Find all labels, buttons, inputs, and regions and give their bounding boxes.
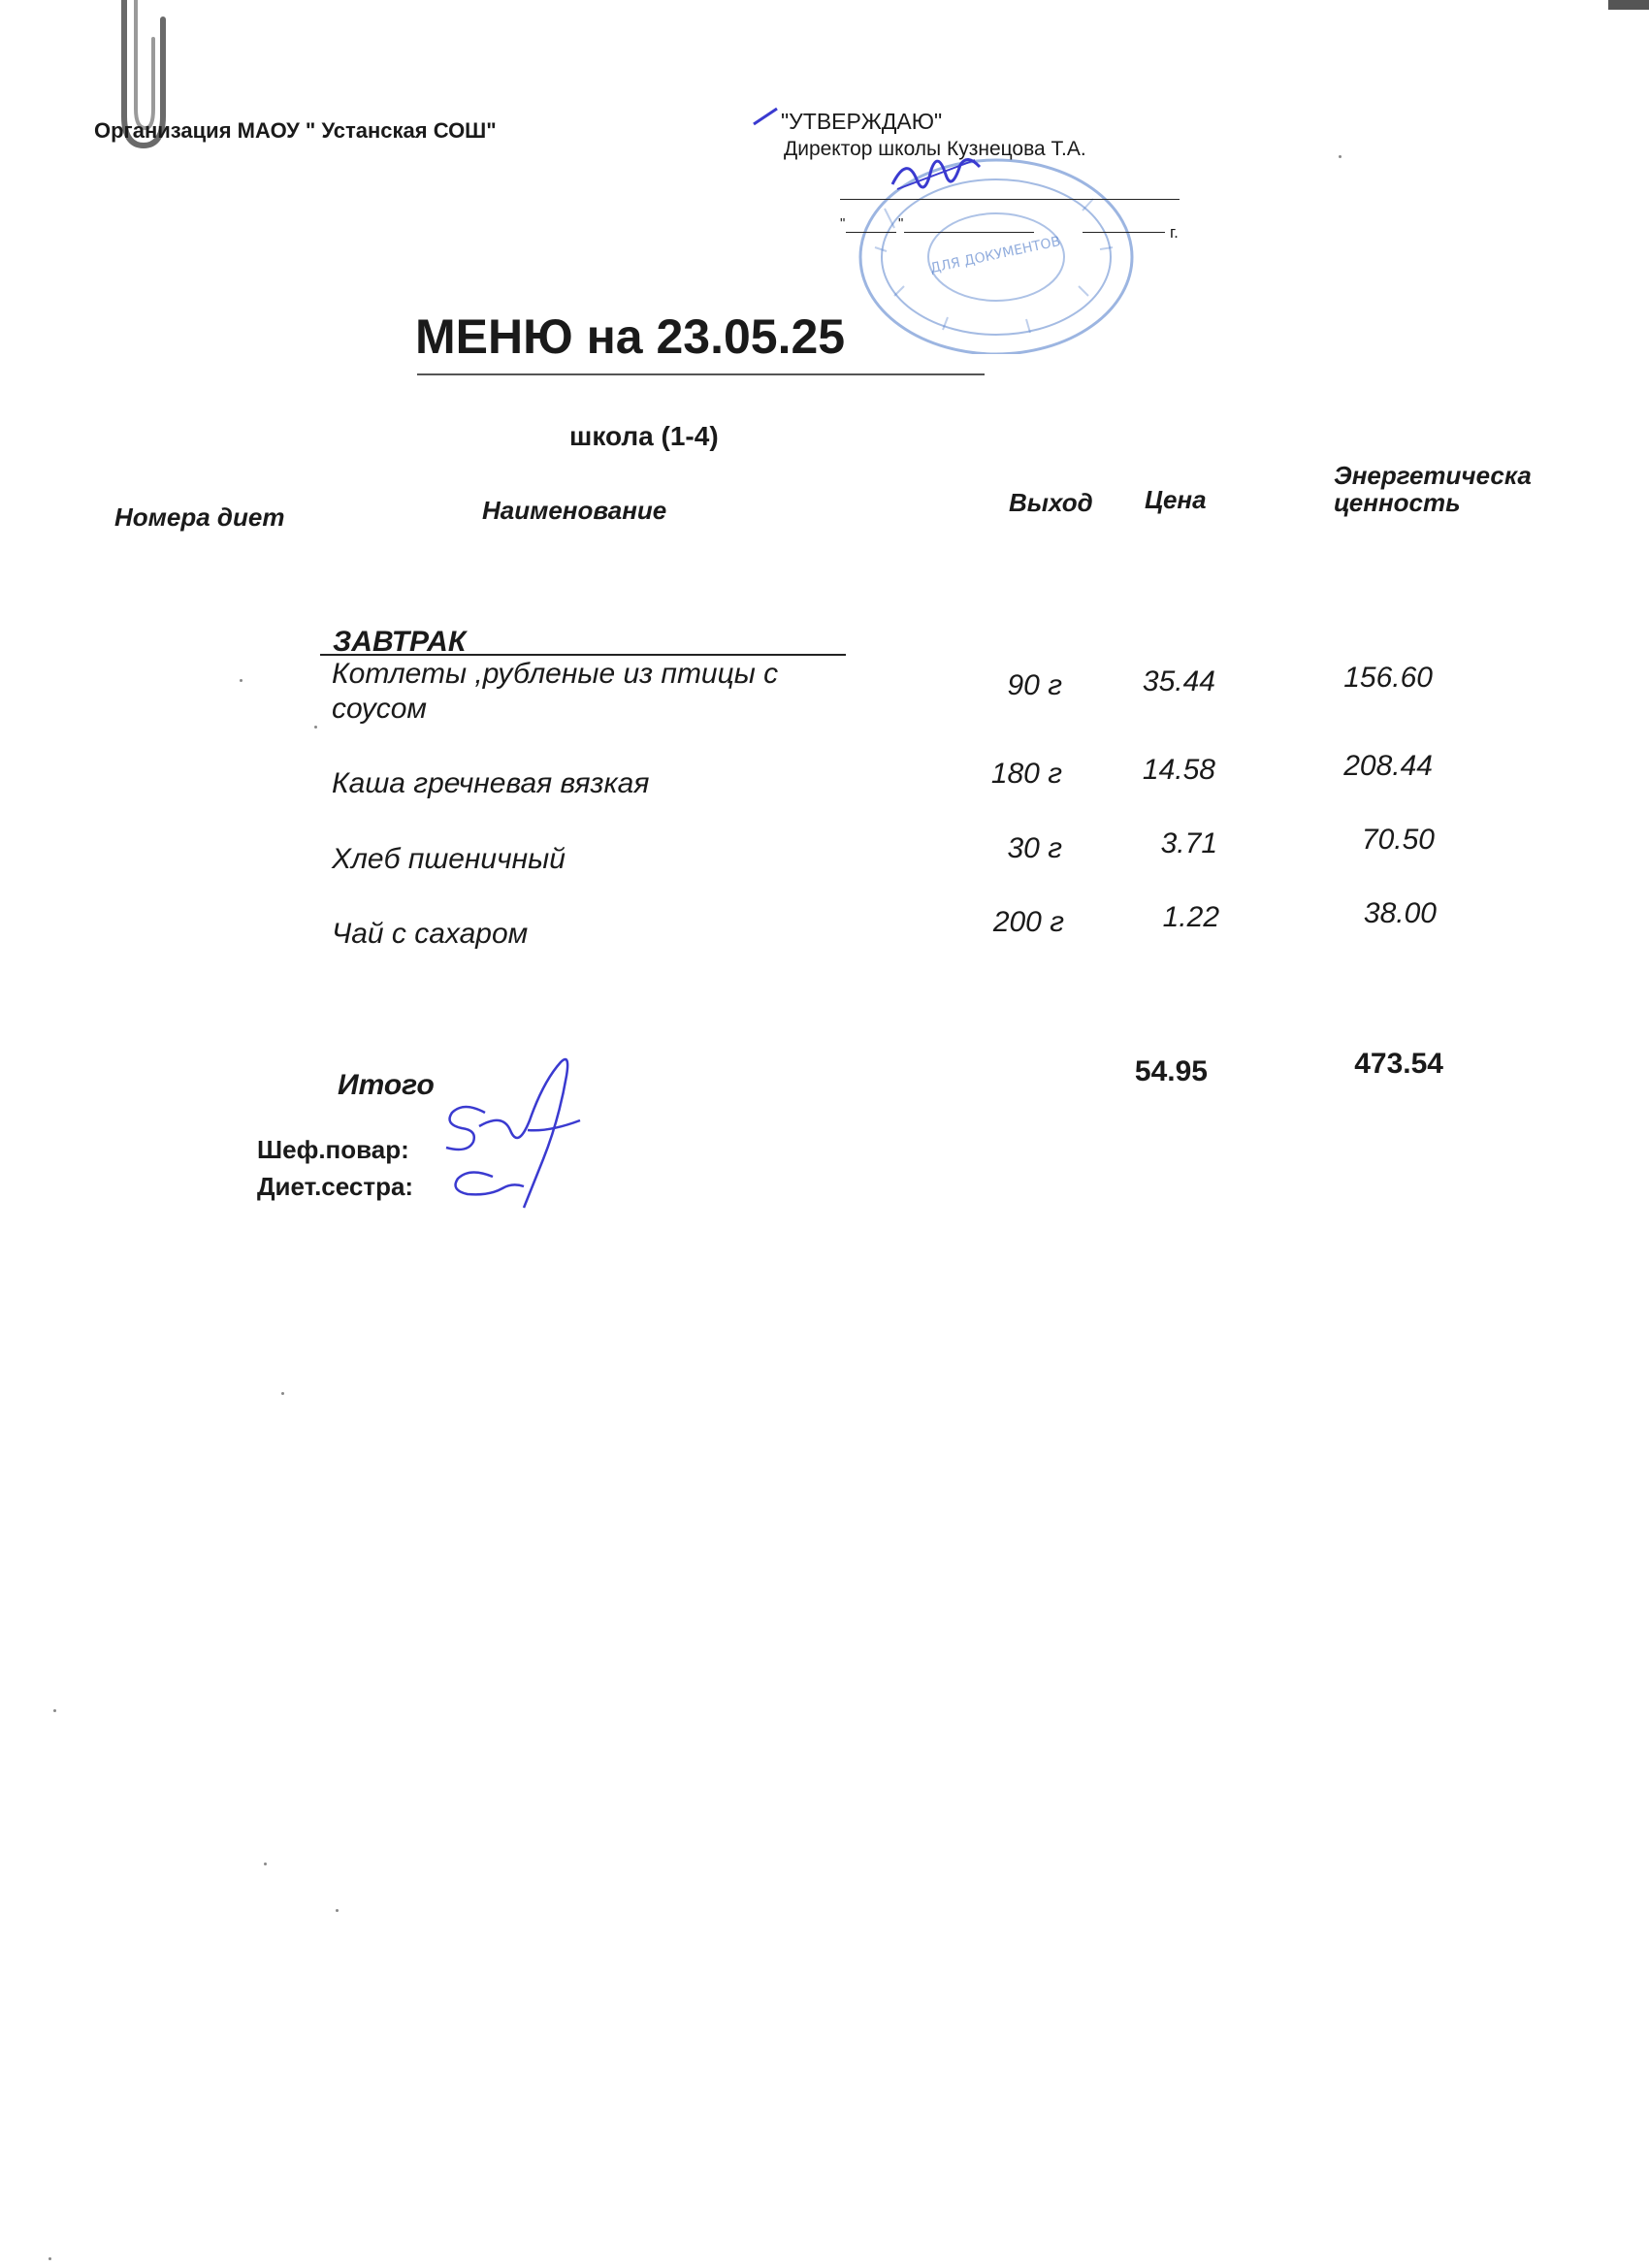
scan-speck [264, 1863, 267, 1865]
item-price-2: 14.58 [1142, 754, 1215, 786]
section-breakfast: ЗАВТРАК [333, 626, 467, 658]
director-line: Директор школы Кузнецова Т.А. [784, 138, 1086, 160]
stamp-center-text: ДЛЯ ДОКУМЕНТОВ [928, 234, 1062, 277]
date-year-blank [1083, 232, 1165, 233]
item-name-4 [332, 917, 528, 952]
approve-label: "УТВЕРЖДАЮ" [781, 109, 943, 134]
item-output-4: 200 г [992, 906, 1064, 938]
item-output-2: 180 г [990, 758, 1062, 790]
item-name-1-line1: Котлеты ,рубленые из птицы с [332, 658, 779, 690]
item-price-3: 3.71 [1160, 827, 1217, 859]
item-price-4: 1.22 [1162, 901, 1219, 933]
item-energy-4: 38.00 [1363, 897, 1437, 929]
column-header-name: Наименование [482, 496, 667, 525]
total-price: 54.95 [1134, 1055, 1208, 1087]
item-name-3 [332, 842, 566, 877]
chef-signature [435, 1053, 595, 1222]
scan-edge-mark [1608, 0, 1649, 10]
date-quote-close: " [898, 215, 904, 232]
column-header-energy [1334, 462, 1547, 516]
scan-speck [281, 1392, 284, 1395]
chef-label: Шеф.повар: [257, 1135, 409, 1164]
date-year-suffix: г. [1170, 223, 1179, 242]
scan-speck [1339, 155, 1342, 158]
item-output-3: 30 г [1007, 832, 1062, 864]
item-output-1: 90 г [1007, 669, 1062, 701]
column-header-energy-line2: ценность [1334, 488, 1461, 517]
column-header-diet: Номера диет [114, 502, 285, 532]
item-price-1: 35.44 [1142, 665, 1215, 697]
total-energy: 473.54 [1354, 1048, 1443, 1080]
scan-speck [53, 1709, 56, 1712]
item-name-3-line1: Хлеб пшеничный [332, 843, 566, 875]
scan-speck [336, 1909, 339, 1912]
item-energy-3: 70.50 [1361, 824, 1435, 856]
item-name-2-line1: Каша гречневая вязкая [332, 767, 650, 799]
total-label: Итого [338, 1069, 435, 1101]
item-name-4-line1: Чай с сахаром [332, 918, 529, 950]
scan-speck [240, 679, 242, 682]
column-header-output: Выход [1009, 488, 1093, 517]
column-header-price: Цена [1145, 485, 1207, 514]
official-stamp [836, 150, 1139, 354]
column-header-energy-line1: Энергетическа [1334, 461, 1532, 490]
scan-speck [48, 2257, 51, 2260]
item-name-1 [332, 657, 778, 727]
item-energy-1: 156.60 [1343, 662, 1433, 694]
pen-stroke-mark [752, 105, 781, 128]
item-energy-2: 208.44 [1343, 750, 1433, 782]
date-day-blank [846, 232, 896, 233]
signature-line [840, 199, 1180, 200]
scan-speck [314, 726, 317, 729]
title-underline [417, 373, 985, 375]
item-name-1-line2: соусом [332, 693, 427, 725]
page-title: МЕНЮ на 23.05.25 [415, 309, 846, 364]
date-quote-open: " [840, 215, 846, 232]
item-name-2 [332, 766, 649, 801]
section-underline [320, 654, 846, 656]
subtitle: школа (1-4) [569, 421, 719, 451]
nurse-label: Диет.сестра: [257, 1172, 414, 1201]
date-month-blank [904, 232, 1034, 233]
organization: Организация МАОУ " Устанская СОШ" [94, 118, 497, 143]
